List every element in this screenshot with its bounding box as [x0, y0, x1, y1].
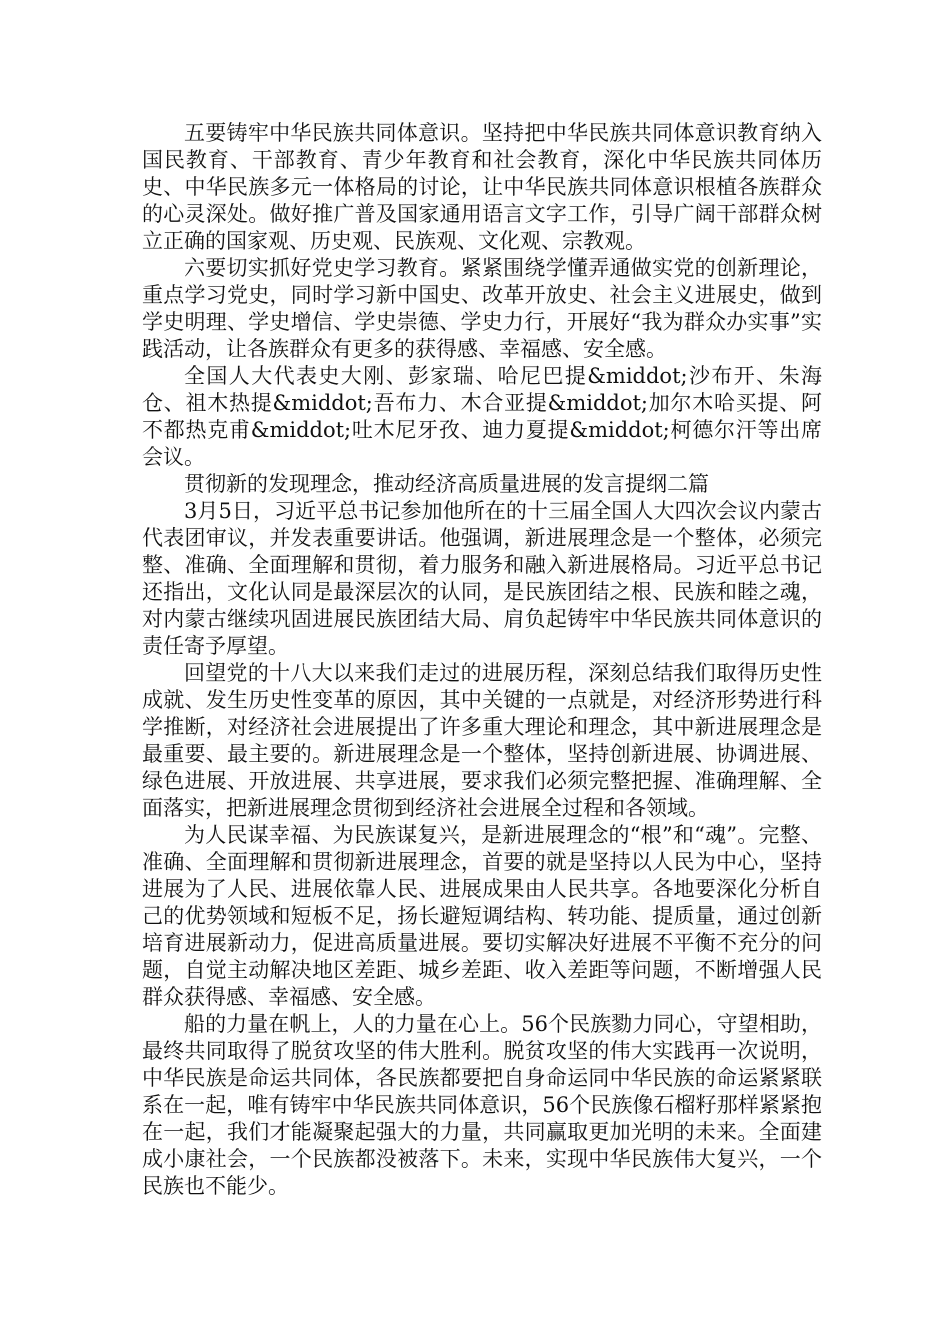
paragraph-party-history-education: 六要切实抓好党史学习教育。紧紧围绕学懂弄通做实党的创新理论，重点学习党史，同时学习新中国史、改革开放史、社会主义进展史，做到学史明理、学史增信、学史崇德、学史力行，开展好“我为群众办实事”实践活动，让各族群众有更多的获得感、幸福感、安全感。	[142, 256, 822, 361]
paragraph-attendees: 全国人大代表史大刚、彭家瑞、哈尼巴提&middot;沙布开、朱海仓、祖木热提&middot;吾布力、木合亚提&middot;加尔木哈买提、阿不都热克甫&middot;吐木尼牙孜、迪力夏提&middot;柯德尔汗等出席会议。	[142, 364, 822, 469]
paragraph-56-ethnic-groups: 船的力量在帆上，人的力量在心上。56个民族勠力同心，守望相助，最终共同取得了脱贫攻坚的伟大胜利。脱贫攻坚的伟大实践再一次说明，中华民族是命运共同体，各民族都要把自身命运同中华民族的命运紧紧联系在一起，唯有铸牢中华民族共同体意识，56个民族像石榴籽那样紧紧抱在一起，我们才能凝聚起强大的力量，共同赢取更加光明的未来。全面建成小康社会，一个民族都没被落下。未来，实现中华民族伟大复兴，一个民族也不能少。	[142, 1012, 822, 1198]
paragraph-people-centered: 为人民谋幸福、为民族谋复兴，是新进展理念的“根”和“魂”。完整、准确、全面理解和贯彻新进展理念，首要的就是坚持以人民为中心，坚持进展为了人民、进展依靠人民、进展成果由人民共享。各地要深化分析自己的优势领域和短板不足，扬长避短调结构、转功能、提质量，通过创新培育进展新动力，促进高质量进展。要切实解决好进展不平衡不充分的问题，自觉主动解决地区差距、城乡差距、收入差距等问题，不断增强人民群众获得感、幸福感、安全感。	[142, 823, 822, 1009]
paragraph-development-review: 回望党的十八大以来我们走过的进展历程，深刻总结我们取得历史性成就、发生历史性变革的原因，其中关键的一点就是，对经济形势进行科学推断，对经济社会进展提出了许多重大理论和理念，其中新进展理念是最重要、最主要的。新进展理念是一个整体，坚持创新进展、协调进展、绿色进展、开放进展、共享进展，要求我们必须完整把握、准确理解、全面落实，把新进展理念贯彻到经济社会进展全过程和各领域。	[142, 661, 822, 820]
section-heading: 贯彻新的发现理念，推动经济高质量进展的发言提纲二篇	[184, 472, 709, 496]
document-body	[142, 120, 822, 1200]
paragraph-ethnic-unity-awareness: 五要铸牢中华民族共同体意识。坚持把中华民族共同体意识教育纳入国民教育、干部教育、青少年教育和社会教育，深化中华民族共同体历史、中华民族多元一体格局的讨论，让中华民族共同体意识根植各族群众的心灵深处。做好推广普及国家通用语言文字工作，引导广阔干部群众树立正确的国家观、历史观、民族观、文化观、宗教观。	[142, 121, 822, 253]
paragraph-march-5-speech: 3月5日，习近平总书记参加他所在的十三届全国人大四次会议内蒙古代表团审议，并发表重要讲话。他强调，新进展理念是一个整体，必须完整、准确、全面理解和贯彻，着力服务和融入新进展格局。习近平总书记还指出，文化认同是最深层次的认同，是民族团结之根、民族和睦之魂，对内蒙古继续巩固进展民族团结大局、肩负起铸牢中华民族共同体意识的责任寄予厚望。	[142, 499, 822, 658]
